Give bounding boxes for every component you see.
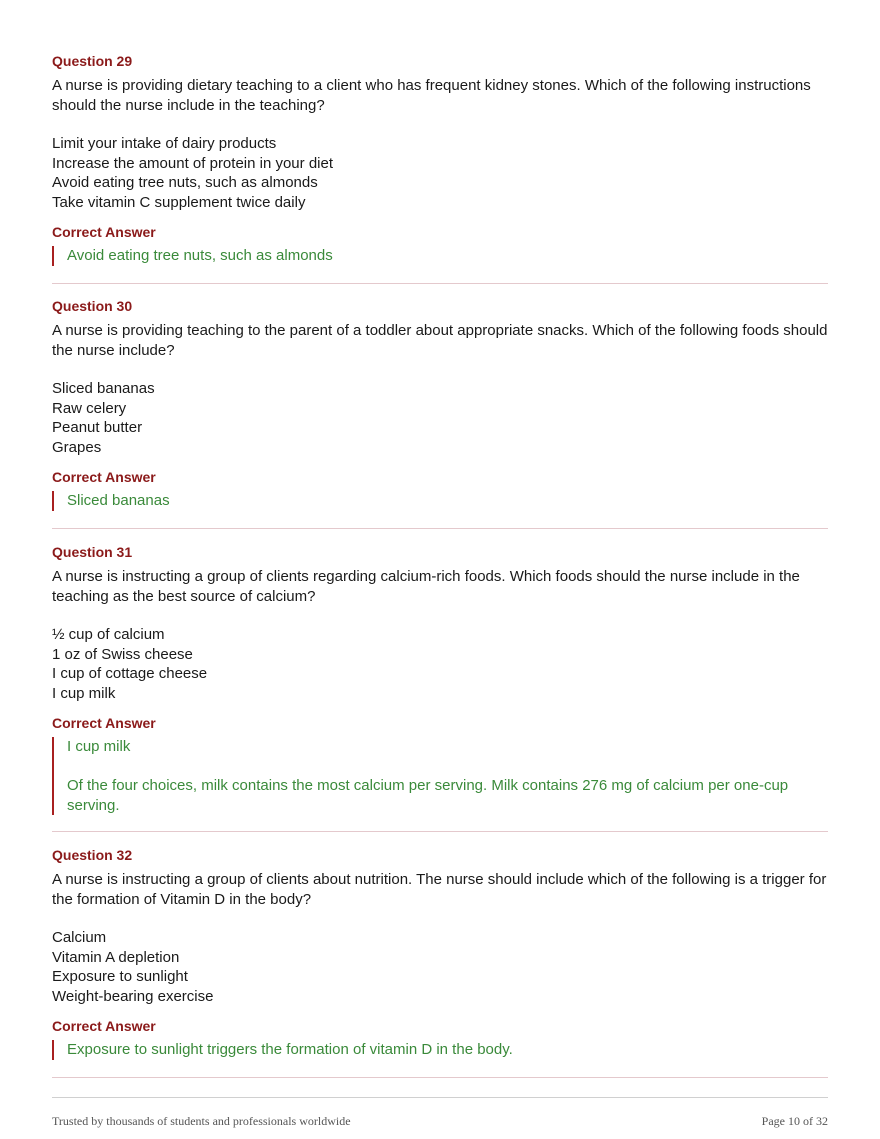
options-list xyxy=(52,625,828,703)
correct-answer-label: Correct Answer xyxy=(52,1018,156,1035)
correct-answer-label: Correct Answer xyxy=(52,715,156,732)
option-item: Calcium xyxy=(52,929,107,946)
question-title: Question 30 xyxy=(52,298,133,314)
option-item: Exposure to sunlight xyxy=(52,968,188,986)
question-divider xyxy=(52,1077,828,1078)
answer-explanation: Of the four choices, milk contains the most calcium per serving. Milk contains 276 mg of calcium per one-cup serving. xyxy=(67,776,789,814)
question-text: A nurse is providing teaching to the parent of a toddler about appropriate snacks. Which of the following foods should the nurse include? xyxy=(52,322,828,359)
option-item: Raw celery xyxy=(52,399,127,417)
question-text: A nurse is instructing a group of clients about nutrition. The nurse should include which of the following is a trigger for the formation of Vitamin D in the body? xyxy=(52,871,827,908)
correct-answer-box xyxy=(52,491,828,511)
correct-answer-text: Avoid eating tree nuts, such as almonds xyxy=(67,247,333,265)
option-item: I cup milk xyxy=(52,684,116,702)
correct-answer-label: Correct Answer xyxy=(52,224,156,241)
option-item: Increase the amount of protein in your diet xyxy=(52,154,334,172)
option-item: Weight-bearing exercise xyxy=(52,987,214,1005)
option-item: I cup of cottage cheese xyxy=(52,665,208,683)
question-divider xyxy=(52,528,828,529)
correct-answer-box xyxy=(52,246,828,266)
correct-answer-box xyxy=(52,737,828,815)
option-item: ½ cup of calcium xyxy=(52,626,165,643)
question-block xyxy=(52,846,828,1060)
footer-rule xyxy=(52,1097,828,1098)
question-title: Question 32 xyxy=(52,847,133,863)
correct-answer-label: Correct Answer xyxy=(52,469,156,486)
option-item: Take vitamin C supplement twice daily xyxy=(52,193,306,211)
correct-answer-text: Sliced bananas xyxy=(67,492,170,510)
option-item: Avoid eating tree nuts, such as almonds xyxy=(52,174,318,192)
question-block xyxy=(52,543,828,815)
option-item: Vitamin A depletion xyxy=(52,948,180,966)
option-item: Sliced bananas xyxy=(52,380,155,397)
question-block xyxy=(52,52,828,266)
page-number: Page 10 of 32 xyxy=(761,1114,828,1128)
correct-answer-box xyxy=(52,1040,828,1060)
correct-answer-text: I cup milk xyxy=(67,738,131,756)
question-divider xyxy=(52,283,828,284)
question-divider xyxy=(52,831,828,832)
footer-tagline: Trusted by thousands of students and professionals worldwide xyxy=(52,1114,351,1128)
option-item: Limit your intake of dairy products xyxy=(52,135,277,152)
question-text: A nurse is providing dietary teaching to a client who has frequent kidney stones. Which of the following instructions should the nurse include in the teaching? xyxy=(52,77,811,114)
question-title: Question 29 xyxy=(52,53,133,69)
question-title: Question 31 xyxy=(52,544,133,560)
question-text: A nurse is instructing a group of clients regarding calcium-rich foods. Which foods should the nurse include in the teaching as the best source of calcium? xyxy=(52,568,800,605)
option-item: 1 oz of Swiss cheese xyxy=(52,645,193,663)
correct-answer-text: Exposure to sunlight triggers the formation of vitamin D in the body. xyxy=(67,1041,513,1059)
question-block xyxy=(52,297,828,511)
options-list xyxy=(52,379,828,457)
options-list xyxy=(52,928,828,1006)
option-item: Peanut butter xyxy=(52,419,143,437)
options-list xyxy=(52,134,828,212)
option-item: Grapes xyxy=(52,438,102,456)
